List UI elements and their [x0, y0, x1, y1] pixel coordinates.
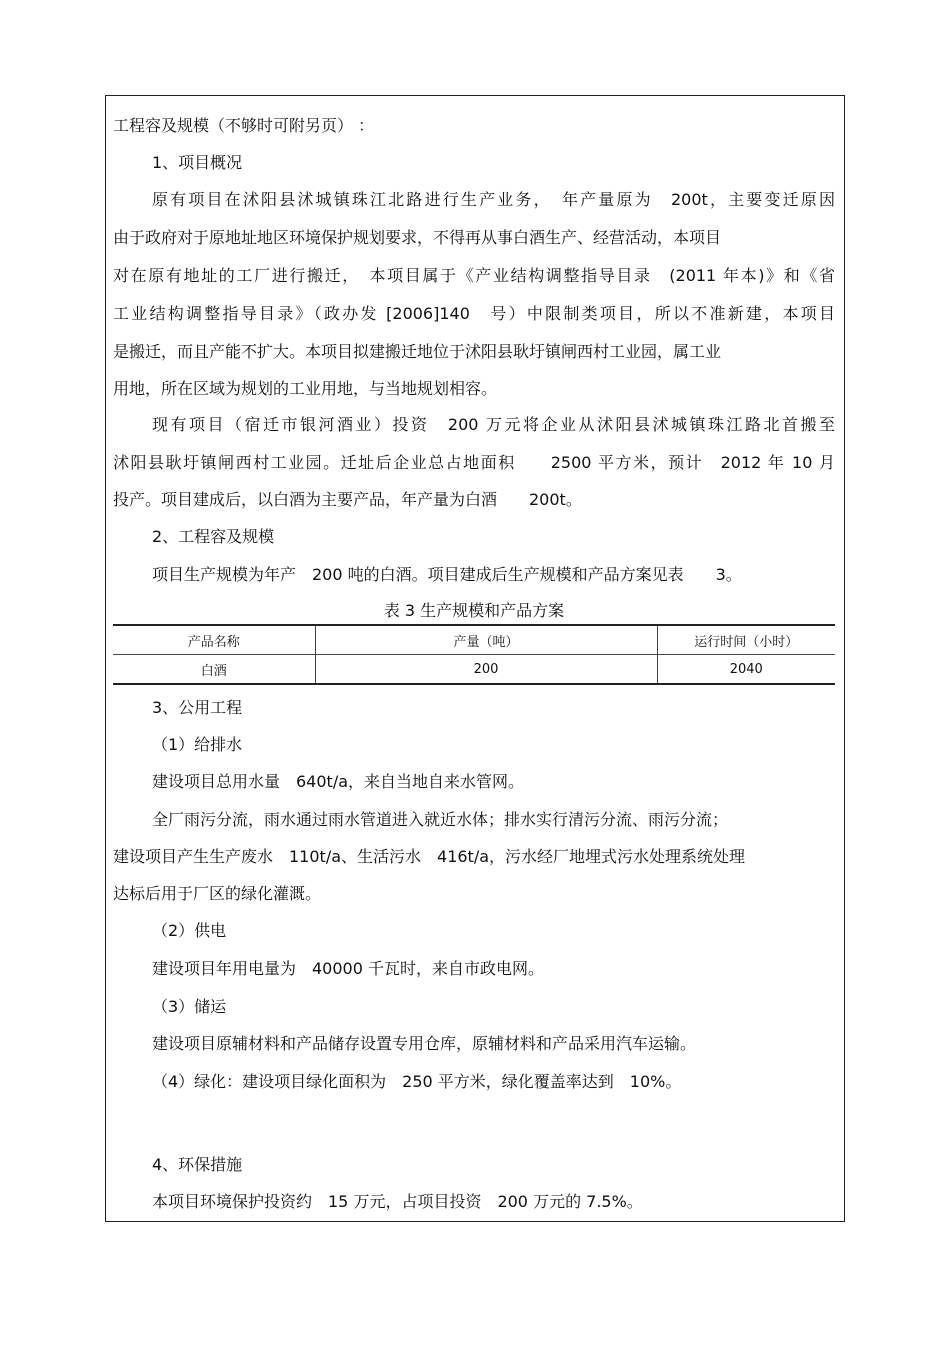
overview-line-3: 对在原有地址的工厂进行搬迁， 本项目属于《产业结构调整指导目录 (2011 年本)》和《省	[113, 266, 835, 285]
scale-paragraph: 项目生产规模为年产 200 吨的白酒。项目建成后生产规模和产品方案见表 3。	[152, 565, 742, 584]
water-paragraph-2: 全厂雨污分流，雨水通过雨水管道进入就近水体；排水实行清污分流、雨污分流；	[152, 810, 729, 829]
table-header-row	[113, 625, 835, 655]
relocation-line-1: 现有项目（宿迁市银河酒业）投资 200 万元将企业从沭阳县沭城镇珠江路北首搬至	[152, 415, 835, 434]
header-output: 产量（吨）	[315, 625, 657, 655]
environment-paragraph: 本项目环境保护投资约 15 万元，占项目投资 200 万元的 7.5%。	[152, 1192, 643, 1211]
water-paragraph-3: 建设项目产生生产废水 110t/a、生活污水 416t/a，污水经厂地埋式污水处理系统处理	[113, 847, 746, 866]
overview-line-2: 由于政府对于原地址地区环境保护规划要求，不得再从事白酒生产、经营活动，本项目	[113, 228, 722, 247]
overview-line-5: 是搬迁，而且产能不扩大。本项目拟建搬迁地位于沭阳县耿圩镇闸西村工业园，属工业	[113, 342, 722, 361]
overview-line-4: 工业结构调整指导目录》（政办发 [2006]140 号）中限制类项目，所以不准新建，本项目	[113, 304, 835, 323]
overview-line-1: 原有项目在沭阳县沭城镇珠江北路进行生产业务， 年产量原为 200t，主要变迁原因	[152, 190, 835, 209]
section-2-title: 2、工程容及规模	[152, 527, 275, 546]
relocation-line-3: 投产。项目建成后，以白酒为主要产品，年产量为白酒 200t。	[113, 490, 582, 509]
relocation-line-2: 沭阳县耿圩镇闸西村工业园。迁址后企业总占地面积 2500 平方米，预计 2012 年 10 月	[113, 453, 835, 472]
section-1-title: 1、项目概况	[152, 153, 243, 172]
water-title: （1）给排水	[152, 735, 243, 754]
header-product-name: 产品名称	[113, 625, 315, 655]
table-caption: 表 3 生产规模和产品方案	[383, 601, 565, 620]
cell-output: 200	[315, 655, 657, 685]
section-3-title: 3、公用工程	[152, 698, 243, 717]
water-paragraph-4: 达标后用于厂区的绿化灌溉。	[113, 884, 322, 903]
table-row	[113, 655, 835, 685]
cell-product-name: 白酒	[113, 655, 315, 685]
greening-paragraph: （4）绿化：建设项目绿化面积为 250 平方米，绿化覆盖率达到 10%。	[152, 1072, 682, 1091]
section-4-title: 4、环保措施	[152, 1155, 243, 1174]
power-paragraph: 建设项目年用电量为 40000 千瓦时，来自市政电网。	[152, 959, 544, 978]
section-heading: 工程容及规模（不够时可附另页） ：	[113, 116, 375, 135]
power-title: （2）供电	[152, 921, 227, 940]
storage-paragraph: 建设项目原辅材料和产品储存设置专用仓库，原辅材料和产品采用汽车运输。	[152, 1034, 697, 1053]
storage-title: （3）储运	[152, 997, 227, 1016]
overview-line-6: 用地，所在区域为规划的工业用地，与当地规划相容。	[113, 379, 498, 398]
cell-run-time: 2040	[657, 655, 835, 685]
production-table	[113, 624, 835, 685]
water-paragraph-1: 建设项目总用水量 640t/a，来自当地自来水管网。	[152, 772, 525, 791]
header-run-time: 运行时间（小时）	[657, 625, 835, 655]
